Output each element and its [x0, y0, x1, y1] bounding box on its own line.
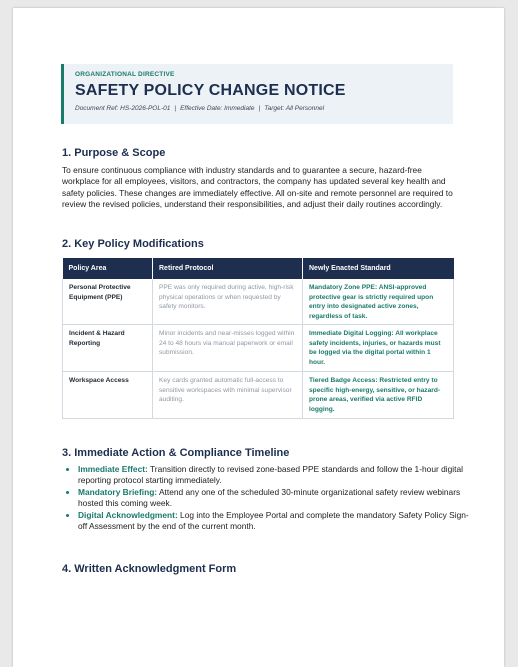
action-item-lead: Immediate Effect: [78, 464, 148, 474]
action-item-text: Attend any one of the scheduled 30-minute organizational safety review webinars hosted this coming week. [78, 486, 461, 509]
action-item-lead: Digital Acknowledgment: [78, 509, 178, 520]
notice-header [61, 64, 453, 124]
column-header: Policy Area [63, 258, 153, 279]
column-header: Newly Enacted Standard [303, 258, 454, 279]
document-meta [75, 105, 453, 112]
retired-protocol-cell: Key cards granted automatic full-access to sensitive workspaces with minimal supervisor auditing. [153, 372, 303, 419]
policy-area-cell: Incident & Hazard Reporting [63, 325, 153, 372]
purpose-paragraph: To ensure continuous compliance with industry standards and to guarantee a secure, hazard-free workplace for all employees, visitors, and contractors, the company has updated several key health and safety policies. These changes are immediately effective. All on-site and remote personnel are required to review the revised policies, understand their responsibilities, and adjust their daily routines accordingly. [62, 165, 453, 210]
meta-separator: | [174, 105, 177, 112]
policy-area-cell: Personal Protective Equipment (PPE) [63, 279, 153, 325]
action-item-lead: Mandatory Briefing: [78, 486, 158, 497]
table-row [63, 325, 454, 372]
policy-table [62, 258, 454, 419]
meta-separator: | [258, 105, 261, 112]
section-heading-purpose: 1. Purpose & Scope [62, 147, 166, 159]
enacted-standard-cell: Mandatory Zone PPE: ANSI-approved protective gear is strictly required upon entry into designated active zones, regardless of task. [303, 279, 454, 325]
list-item [78, 510, 470, 533]
retired-protocol-cell: Minor incidents and near-misses logged within 24 to 48 hours via manual paperwork or email submission. [153, 325, 303, 372]
table-row [63, 372, 454, 419]
section-heading-acknowledgment: 4. Written Acknowledgment Form [62, 563, 237, 575]
target-audience: Target: All Personnel [264, 105, 325, 112]
table-row [63, 279, 454, 325]
enacted-standard-cell: Tiered Badge Access: Restricted entry to specific high-energy, sensitive, or hazard-prone areas, verified via active RFID logging. [303, 372, 454, 419]
retired-protocol-cell: PPE was only required during active, high-risk physical operations or when requested by safety monitors. [153, 279, 303, 325]
action-item-text: Log into the Employee Portal and complete the mandatory Safety Policy Sign-off Assessment by the end of the current month. [78, 509, 469, 532]
section-heading-modifications: 2. Key Policy Modifications [62, 238, 204, 250]
action-item-text: Transition directly to revised zone-based PPE standards and follow the 1-hour digital reporting protocol starting immediately. [78, 464, 463, 486]
document-page [13, 8, 504, 667]
list-item [78, 487, 470, 510]
table-header-row [63, 258, 454, 279]
list-item [78, 464, 470, 487]
effective-date: Effective Date: Immediate [180, 105, 255, 112]
action-list [62, 464, 470, 532]
page-title: SAFETY POLICY CHANGE NOTICE [75, 82, 346, 99]
document-ref: Document Ref: HS-2026-POL-01 [75, 105, 171, 112]
policy-area-cell: Workspace Access [63, 372, 153, 419]
column-header: Retired Protocol [153, 258, 303, 279]
section-heading-timeline: 3. Immediate Action & Compliance Timeline [62, 447, 290, 459]
enacted-standard-cell: Immediate Digital Logging: All workplace safety incidents, injuries, or hazards must be logged via the digital portal within 1 hour. [303, 325, 454, 372]
header-kicker: ORGANIZATIONAL DIRECTIVE [75, 71, 175, 78]
